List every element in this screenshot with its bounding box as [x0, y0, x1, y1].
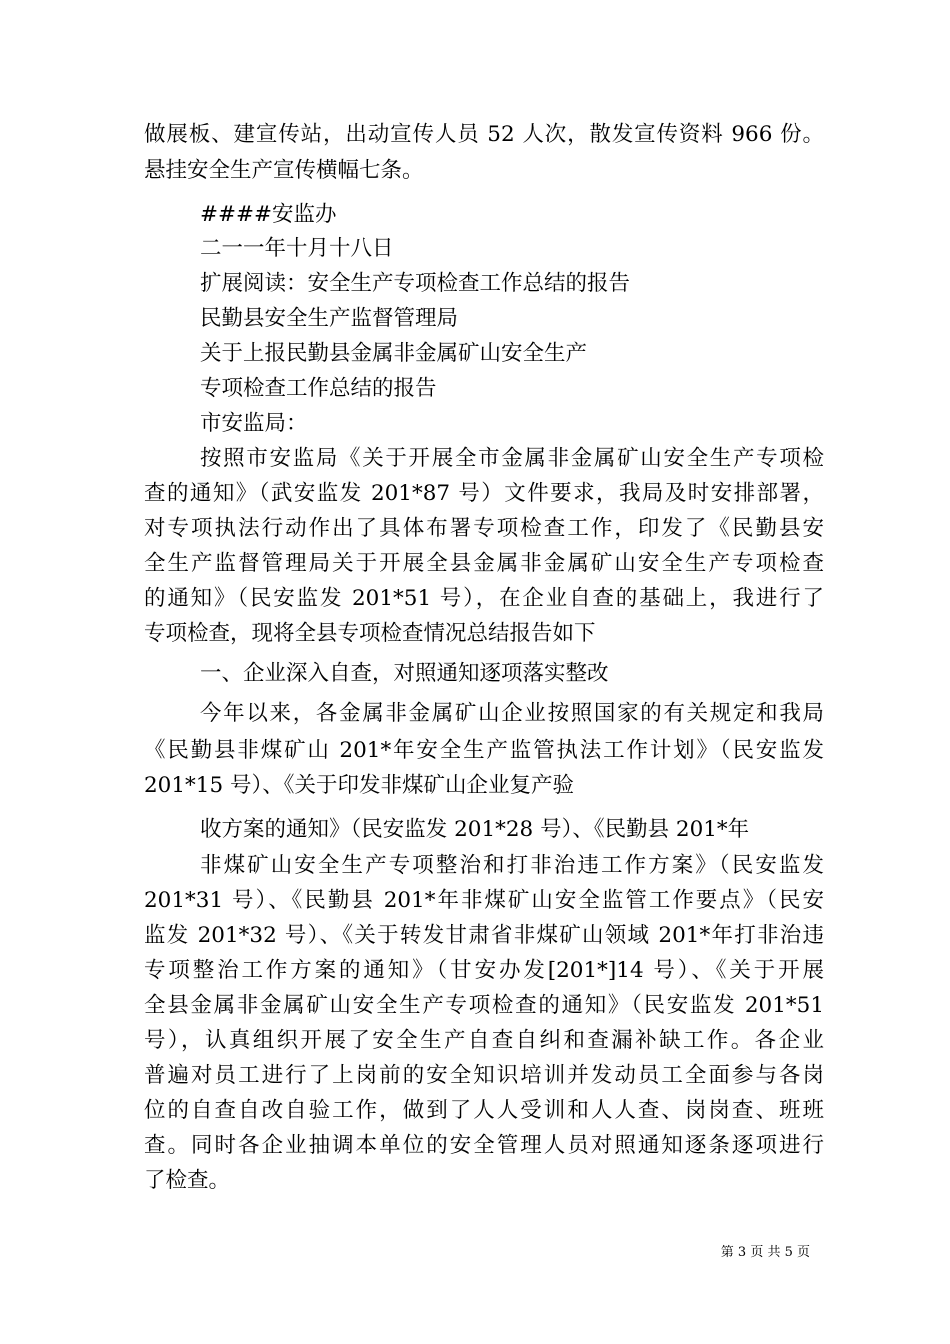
- signature-office: ####安监办: [200, 202, 337, 227]
- page-number: 第 3 页 共 5 页: [720, 1245, 810, 1260]
- body-line-14: 的通知》（民安监发 201*51 号），在企业自查的基础上，我进行了: [144, 586, 824, 611]
- body-line-27: 普遍对员工进行了上岗前的安全知识培训并发动员工全面参与各岗: [144, 1063, 824, 1088]
- body-line-13: 全生产监督管理局关于开展全县金属非金属矿山安全生产专项检查: [144, 551, 824, 576]
- extended-reading-title: 扩展阅读：安全生产专项检查工作总结的报告: [200, 271, 631, 296]
- body-line-26: 号），认真组织开展了安全生产自查自纠和查漏补缺工作。各企业: [144, 1028, 824, 1053]
- body-line-29: 查。同时各企业抽调本单位的安全管理人员对照通知逐条逐项进行: [144, 1133, 824, 1158]
- body-line-19: 201*15 号）、《关于印发非煤矿山企业复产验: [144, 773, 574, 798]
- body-line-20: 收方案的通知》（民安监发 201*28 号）、《民勤县 201*年: [200, 817, 750, 842]
- body-line-22: 201*31 号）、《民勤县 201*年非煤矿山安全监管工作要点》（民安: [144, 888, 824, 913]
- body-line-30: 了检查。: [144, 1168, 231, 1193]
- body-line-2: 悬挂安全生产宣传横幅七条。: [144, 158, 424, 183]
- report-title-line-2: 专项检查工作总结的报告: [200, 376, 437, 401]
- body-line-15: 专项检查，现将全县专项检查情况总结报告如下: [144, 621, 596, 646]
- issuer-name: 民勤县安全生产监督管理局: [200, 306, 459, 331]
- body-line-24: 专项整治工作方案的通知》（甘安办发[201*]14 号）、《关于开展: [144, 958, 824, 983]
- section-heading-1: 一、企业深入自查，对照通知逐项落实整改: [200, 661, 609, 686]
- body-line-11: 查的通知》（武安监发 201*87 号）文件要求，我局及时安排部署，: [144, 481, 824, 506]
- signature-date: 二一一年十月十八日: [200, 236, 394, 261]
- body-line-10: 按照市安监局《关于开展全市金属非金属矿山安全生产专项检: [200, 446, 824, 471]
- body-line-25: 全县金属非金属矿山安全生产专项检查的通知》（民安监发 201*51: [144, 993, 824, 1018]
- body-line-23: 监发 201*32 号）、《关于转发甘肃省非煤矿山领域 201*年打非治违: [144, 923, 824, 948]
- body-line-1: 做展板、建宣传站，出动宣传人员 52 人次，散发宣传资料 966 份。: [144, 122, 824, 147]
- report-title-line-1: 关于上报民勤县金属非金属矿山安全生产: [200, 341, 588, 366]
- addressee: 市安监局：: [200, 411, 308, 436]
- body-line-17: 今年以来，各金属非金属矿山企业按照国家的有关规定和我局: [200, 701, 824, 726]
- body-line-12: 对专项执法行动作出了具体布署专项检查工作，印发了《民勤县安: [144, 516, 824, 541]
- body-line-18: 《民勤县非煤矿山 201*年安全生产监管执法工作计划》（民安监发: [144, 738, 824, 763]
- body-line-28: 位的自查自改自验工作，做到了人人受训和人人查、岗岗查、班班: [144, 1098, 824, 1123]
- body-line-21: 非煤矿山安全生产专项整治和打非治违工作方案》（民安监发: [200, 853, 824, 878]
